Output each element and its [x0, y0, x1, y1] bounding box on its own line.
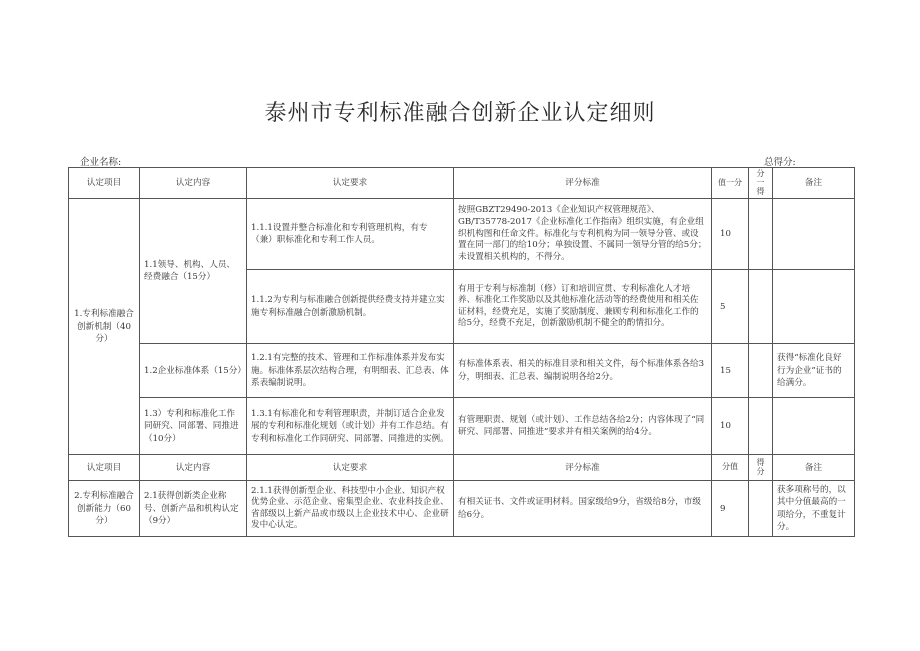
std-1-1-1: 按照GBZT29490-2013《企业知识产权管理规范》、GB/T35778-2017《企业标准化工作指南》组织实施，有企业组织机构图和任命文件。标准化与专利机构为同一领导分管、或设置在同一部门的给10分；单独设置、不属同一领导分管的给5分；未设置相关机构的，不得分。 [454, 199, 712, 270]
req-1-1-2: 1.1.2为专利与标准融合创新提供经费支持并建立实施专利标准融合创新激励机制。 [247, 270, 454, 344]
score-1-1-2[interactable] [749, 270, 773, 344]
col-header-requirement-2: 认定要求 [247, 455, 454, 481]
col-header-requirement: 认定要求 [247, 168, 454, 199]
col-header-score: 分一得 [749, 168, 773, 199]
value-1-1-2: 5 [712, 270, 749, 344]
note-1-1-2 [773, 270, 855, 344]
score-1-3-1[interactable] [749, 398, 773, 455]
content-1-2: 1.2企业标准体系（15分） [140, 344, 247, 398]
header-row-2 [69, 455, 855, 481]
std-1-3-1: 有管理职责、规划（或计划）、工作总结各给2分；内容体现了“同研究、同部署、同推进”要求并有相关案例的给4分。 [454, 398, 712, 455]
content-1-3: 1.3）专利和标准化工作同研究、同部署、同推进（10分） [140, 398, 247, 455]
total-score-label: 总得分: [764, 157, 796, 168]
table-row [69, 199, 855, 270]
company-name-label: 企业名称: [80, 157, 122, 168]
table-row [69, 481, 855, 537]
req-1-1-1: 1.1.1设置并整合标准化和专利管理机构，有专（兼）职标准化和专利工作人员。 [247, 199, 454, 270]
std-1-2-1: 有标准体系表、相关的标准目录和相关文件，每个标准体系各给3分，明细表、汇总表、编制说明各给2分。 [454, 344, 712, 398]
col-header-item-2: 认定项目 [69, 455, 140, 481]
col-header-content: 认定内容 [140, 168, 247, 199]
std-2-1-1: 有相关证书、文件或证明材料。国家级给9分，省级给8分，市级给6分。 [454, 481, 712, 537]
value-1-2-1: 15 [712, 344, 749, 398]
note-1-1-1 [773, 199, 855, 270]
note-1-3-1 [773, 398, 855, 455]
col-header-value-2: 分值 [712, 455, 749, 481]
col-header-score-2: 得分 [749, 455, 773, 481]
col-header-note: 备注 [773, 168, 855, 199]
note-1-2-1: 获得“标准化良好行为企业”证书的给满分。 [773, 344, 855, 398]
note-2-1-1: 获多项称号的，以其中分值最高的一项给分，不重复计分。 [773, 481, 855, 537]
req-1-3-1: 1.3.1有标准化和专利管理职责，并制订适合企业发展的专利和标准化规划（或计划）并有工作总结。有专利和标准化工作同研究、同部署、同推进的实例。 [247, 398, 454, 455]
section-2-item: 2.专利标准融合创新能力（60分） [69, 481, 140, 537]
section-1-item: 1.专利标准融合创新机制（40分） [69, 199, 140, 455]
req-1-2-1: 1.2.1有完整的技术、管理和工作标准体系并发布实施。标准体系层次结构合理，有明细表、汇总表、体系表编制说明。 [247, 344, 454, 398]
value-1-3-1: 10 [712, 398, 749, 455]
table-row [69, 344, 855, 398]
score-1-1-1[interactable] [749, 199, 773, 270]
col-header-note-2: 备注 [773, 455, 855, 481]
content-1-1: 1.1领导、机构、人员、经费融合（15分） [140, 199, 247, 344]
score-1-2-1[interactable] [749, 344, 773, 398]
header-row-1 [69, 168, 855, 199]
page-title: 泰州市专利标准融合创新企业认定细则 [264, 101, 656, 126]
score-2-1-1[interactable] [749, 481, 773, 537]
std-1-1-2: 有用于专利与标准制（修）订和培训宣贯、专利标准化人才培养、标准化工作奖励以及其他标准化活动等的经费使用和相关佐证材料，经费充足，实施了奖励制度、兼顾专利和标准化工作的给5分，经费不充足，创新激励机制不健全的酌情扣分。 [454, 270, 712, 344]
col-header-item: 认定项目 [69, 168, 140, 199]
content-2-1: 2.1获得创新类企业称号、创新产品和机构认定（9分） [140, 481, 247, 537]
table-row [69, 398, 855, 455]
col-header-standard: 评分标准 [454, 168, 712, 199]
value-1-1-1: 10 [712, 199, 749, 270]
req-2-1-1: 2.1.1获得创新型企业、科技型中小企业、知识产权优势企业、示范企业、密集型企业、农业科技企业、省部级以上新产品或市级以上企业技术中心、企业研发中心认定。 [247, 481, 454, 537]
col-header-content-2: 认定内容 [140, 455, 247, 481]
col-header-value: 值一分 [712, 168, 749, 199]
col-header-standard-2: 评分标准 [454, 455, 712, 481]
value-2-1-1: 9 [712, 481, 749, 537]
criteria-table [68, 167, 855, 537]
